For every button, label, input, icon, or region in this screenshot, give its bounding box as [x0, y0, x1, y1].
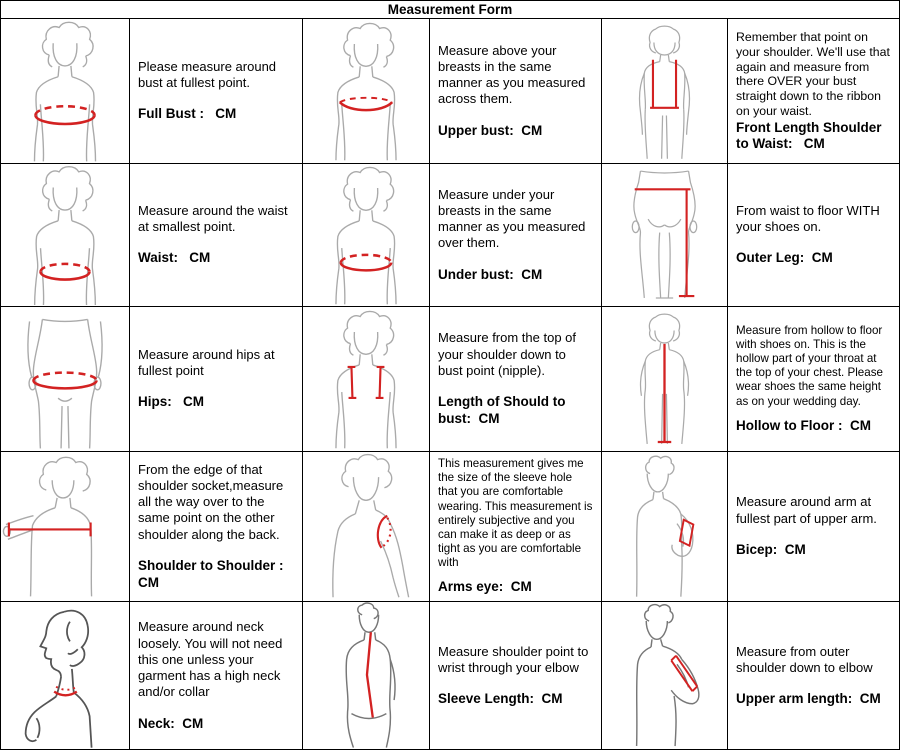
shoulder-to-shoulder-label: Shoulder to Shoulder : CM: [138, 557, 288, 590]
shoulder-to-shoulder-cell: [130, 452, 303, 602]
armhole-ellipse-icon: [303, 452, 429, 601]
figure-cell-upper-arm-length: [602, 602, 728, 750]
torso-shoulder-to-bust-lines-icon: [303, 307, 429, 451]
figure-cell-sleeve-length: [303, 602, 430, 750]
front-length-label: Front Length Shoulder to Waist: CM: [736, 119, 886, 151]
figure-cell-hollow-to-floor: [602, 307, 728, 452]
figure-cell-shoulder-to-shoulder: [1, 452, 130, 602]
upper-arm-length-cell: [728, 602, 899, 750]
neck-label: Neck: CM: [138, 715, 204, 731]
hollow-to-floor-label: Hollow to Floor : CM: [736, 417, 871, 433]
hips-tape-icon: [1, 307, 129, 451]
full-bust-label: Full Bust : CM: [138, 106, 237, 122]
neck-description: Measure around neck loosely. You will not need this one unless your garment has a high neck and/or collar: [138, 619, 286, 700]
shoulder-to-shoulder-description: From the edge of that shoulder socket,measure all the way over to the same point on the other shoulder along the back.: [138, 461, 287, 542]
profile-neck-band-icon: [1, 602, 129, 750]
figure-cell-front-length: [602, 19, 728, 164]
shoulder-to-bust-cell: [430, 307, 602, 452]
outer-leg-description: From waist to floor WITH your shoes on.: [736, 202, 884, 235]
bicep-cell: [728, 452, 899, 602]
figure-cell-full-bust: [1, 19, 130, 164]
waist-description: Measure around the waist at smallest point.: [138, 202, 292, 235]
shoulder-to-bust-label: Length of Should to bust: CM: [438, 394, 570, 426]
outer-leg-cell: [728, 164, 899, 307]
under-bust-label: Under bust: CM: [438, 266, 543, 282]
figure-cell-upper-bust: [303, 19, 430, 164]
front-torso-bust-tape-icon: [1, 19, 129, 163]
under-bust-description: Measure under your breasts in the same manner as you measured over them.: [438, 186, 590, 251]
full-bust-description: Please measure around bust at fullest point.: [138, 58, 280, 91]
figure-shoulder-to-waist-lines-icon: [602, 19, 727, 163]
sleeve-length-cell: [430, 602, 602, 750]
figure-cell-waist: [1, 164, 130, 307]
upper-bust-cell: [430, 19, 602, 164]
arms-eye-label: Arms eye: CM: [438, 579, 532, 595]
shoulder-to-bust-description: Measure from the top of your shoulder down to bust point (nipple).: [438, 330, 580, 378]
under-bust-cell: [430, 164, 602, 307]
arm-shoulder-to-elbow-line-icon: [602, 602, 727, 750]
upper-arm-length-description: Measure from outer shoulder down to elbow: [736, 643, 873, 675]
figure-hollow-to-floor-line-icon: [602, 307, 727, 451]
figure-cell-under-bust: [303, 164, 430, 307]
arms-eye-description: This measurement gives me the size of the sleeve hole that you are comfortable wearing. This measurement is entirely subjective and you can make it as deep or as tight as you are comfortable with: [438, 457, 596, 570]
page-title: Measurement Form: [1, 1, 899, 19]
back-shoulder-width-line-icon: [1, 452, 129, 601]
figure-cell-hips: [1, 307, 130, 452]
arms-eye-cell: [430, 452, 602, 602]
waist-label: Waist: CM: [138, 250, 211, 266]
sleeve-length-label: Sleeve Length: CM: [438, 691, 563, 707]
hollow-to-floor-cell: [728, 307, 899, 452]
hips-description: Measure around hips at fullest point: [138, 346, 279, 379]
back-sleeve-length-line-icon: [303, 602, 429, 750]
front-length-cell: [728, 19, 899, 164]
full-bust-cell: [130, 19, 303, 164]
figure-cell-neck: [1, 602, 130, 750]
front-torso-waist-tape-icon: [1, 164, 129, 306]
figure-cell-shoulder-to-bust: [303, 307, 430, 452]
hollow-to-floor-description: Measure from hollow to floor with shoes on. This is the hollow part of your throat at the top of your chest. Please wear shoes the same height as on your wedding day.: [736, 323, 887, 408]
bicep-description: Measure around arm at fullest part of upper arm.: [736, 494, 877, 526]
figure-cell-bicep: [602, 452, 728, 602]
figure-cell-arms-eye: [303, 452, 430, 602]
front-torso-under-bust-tape-icon: [303, 164, 429, 306]
waist-cell: [130, 164, 303, 307]
upper-arm-band-icon: [602, 452, 727, 601]
legs-waist-to-floor-line-icon: [602, 164, 727, 306]
measurement-grid: [1, 19, 899, 750]
front-torso-upper-bust-tape-icon: [303, 19, 429, 163]
upper-arm-length-label: Upper arm length: CM: [736, 691, 881, 707]
upper-bust-label: Upper bust: CM: [438, 122, 543, 138]
hips-cell: [130, 307, 303, 452]
outer-leg-label: Outer Leg: CM: [736, 250, 833, 266]
hips-label: Hips: CM: [138, 394, 204, 410]
figure-cell-outer-leg: [602, 164, 728, 307]
bicep-label: Bicep: CM: [736, 541, 806, 557]
front-length-description: Remember that point on your shoulder. We'll use that again and measure from there OVER your bust straight down to the ribbon on your waist.: [736, 30, 894, 118]
neck-cell: [130, 602, 303, 750]
sleeve-length-description: Measure shoulder point to wrist through your elbow: [438, 643, 592, 675]
upper-bust-description: Measure above your breasts in the same manner as you measured across them.: [438, 42, 590, 107]
